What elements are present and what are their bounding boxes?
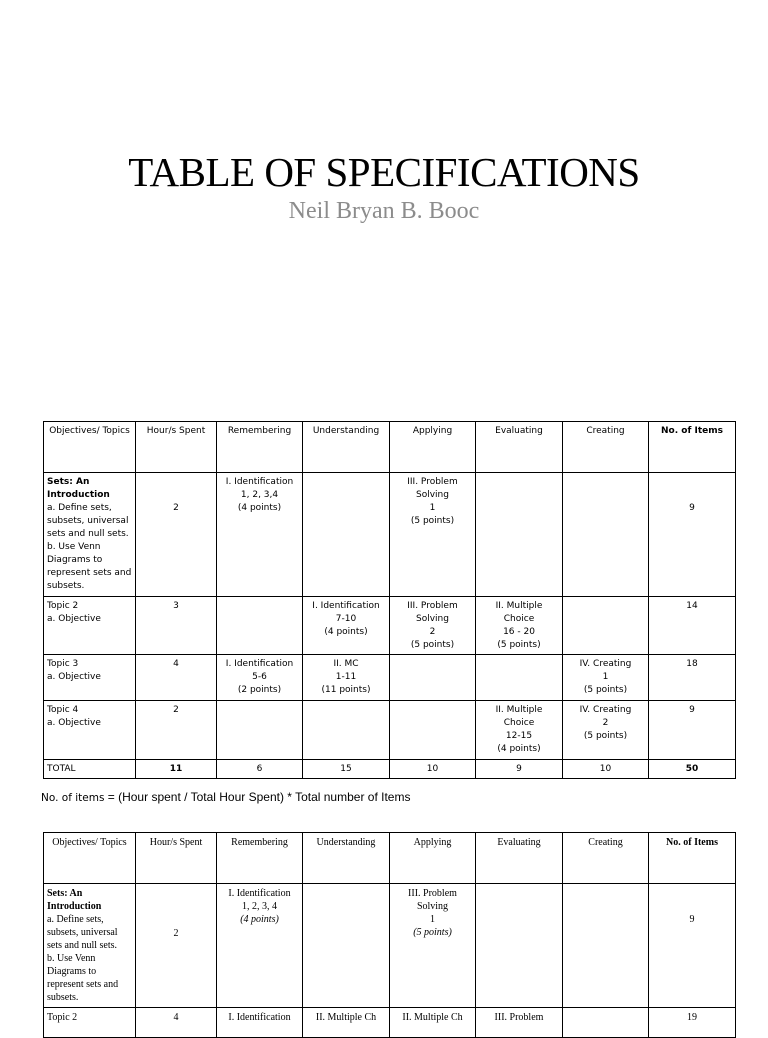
table-row	[44, 1008, 736, 1038]
applying-cell	[390, 655, 476, 701]
remembering-cell	[217, 655, 303, 701]
creating-cell	[563, 655, 649, 701]
header-applying: Applying	[390, 833, 476, 884]
cell-line: Choice	[503, 718, 535, 728]
header-understanding: Understanding	[303, 422, 390, 473]
applying-cell	[390, 884, 476, 1008]
author-name: Neil Bryan B. Booc	[288, 198, 480, 224]
cell-line: IV. Creating	[579, 659, 632, 669]
header-objectives: Objectives/ Topics	[44, 833, 136, 884]
cell-line: II. MC	[333, 659, 359, 669]
items-cell: 18	[649, 655, 736, 701]
topic-cell: Topic 2	[44, 1008, 136, 1038]
evaluating-cell	[476, 701, 563, 760]
cell-line: 1, 2, 3,4	[240, 490, 279, 500]
cell-line: (2 points)	[237, 685, 282, 695]
header-applying: Applying	[390, 422, 476, 473]
items-cell: 9	[649, 884, 736, 1008]
understanding-cell: II. Multiple Ch	[303, 1008, 390, 1038]
cell-line: (5 points)	[413, 927, 452, 938]
topic-title: Sets: An Introduction	[47, 477, 110, 500]
table-row	[44, 597, 736, 655]
cell-line: (4 points)	[497, 744, 541, 754]
creating-cell	[563, 1008, 649, 1038]
page-title: TABLE OF SPECIFICATIONS	[128, 149, 640, 195]
total-creating: 10	[563, 760, 649, 779]
cell-line: 1	[602, 672, 609, 682]
items-cell: 19	[649, 1008, 736, 1038]
objective-text: a. Define sets, subsets, universal sets and null sets.	[47, 503, 129, 539]
total-evaluating: 9	[476, 760, 563, 779]
cell-line: (5 points)	[410, 516, 455, 526]
cell-line: II. Multiple	[495, 705, 543, 715]
cell-line: (11 points)	[321, 685, 371, 695]
table-row	[44, 655, 736, 701]
cell-line: (5 points)	[410, 640, 455, 650]
formula-text: = (Hour spent / Total Hour Spent) * Total number of Items	[104, 790, 411, 804]
hours-cell: 4	[136, 1008, 217, 1038]
cell-line: 7-10	[335, 614, 357, 624]
cell-line: I. Identification	[228, 888, 291, 899]
header-remembering: Remembering	[217, 833, 303, 884]
cell-line: III. Problem	[407, 477, 458, 487]
formula-label: No. of items	[41, 792, 105, 804]
header-evaluating: Evaluating	[476, 422, 563, 473]
total-understanding: 15	[303, 760, 390, 779]
applying-cell	[390, 597, 476, 655]
table-header-row	[44, 422, 736, 473]
cell-line: III. Problem	[408, 888, 457, 899]
creating-cell	[563, 597, 649, 655]
total-hours: 11	[136, 760, 217, 779]
items-cell: 9	[649, 701, 736, 760]
topic-cell	[44, 884, 136, 1008]
hours-cell: 3	[136, 597, 217, 655]
header-hours: Hour/s Spent	[136, 833, 217, 884]
remembering-cell	[217, 473, 303, 597]
cell-line: (4 points)	[237, 503, 282, 513]
header-objectives: Objectives/ Topics	[44, 422, 136, 473]
items-cell: 14	[649, 597, 736, 655]
header-understanding: Understanding	[303, 833, 390, 884]
cell-line: 1-11	[335, 672, 357, 682]
cell-line: 12-15	[505, 731, 533, 741]
specifications-table-2	[43, 832, 736, 1038]
topic-cell	[44, 655, 136, 701]
cell-line: III. Problem	[407, 601, 458, 611]
cell-line: (5 points)	[583, 731, 628, 741]
cell-line: Choice	[503, 614, 535, 624]
total-items: 50	[649, 760, 736, 779]
evaluating-cell	[476, 884, 563, 1008]
topic-cell	[44, 597, 136, 655]
cell-line: 1, 2, 3, 4	[242, 901, 277, 912]
cell-line: II. Multiple	[495, 601, 543, 611]
table-row	[44, 701, 736, 760]
cell-line: (5 points)	[583, 685, 628, 695]
topic-title: Topic 3	[47, 659, 79, 669]
evaluating-cell	[476, 597, 563, 655]
header-hours: Hour/s Spent	[136, 422, 217, 473]
remembering-cell	[217, 597, 303, 655]
cell-line: Solving	[416, 490, 449, 500]
objective-text: a. Objective	[47, 614, 101, 624]
cell-line: Solving	[416, 614, 449, 624]
cell-line: 1	[430, 914, 435, 925]
table-row	[44, 884, 736, 1008]
header-evaluating: Evaluating	[476, 833, 563, 884]
applying-cell	[390, 701, 476, 760]
header-items: No. of Items	[649, 833, 736, 884]
cell-line: (4 points)	[324, 627, 368, 637]
applying-cell: II. Multiple Ch	[390, 1008, 476, 1038]
hours-cell: 4	[136, 655, 217, 701]
cell-line: I. Identification	[225, 477, 294, 487]
objective-text: a. Objective	[47, 672, 101, 682]
cell-line: 5-6	[252, 672, 267, 682]
objective-text: a. Objective	[47, 718, 101, 728]
remembering-cell	[217, 884, 303, 1008]
cell-line: 2	[602, 718, 609, 728]
objective-text: b. Use Venn Diagrams to represent sets and subsets.	[47, 953, 119, 1003]
cell-line: (5 points)	[497, 640, 541, 650]
items-formula	[41, 790, 410, 804]
items-cell: 9	[649, 473, 736, 597]
creating-cell	[563, 884, 649, 1008]
creating-cell	[563, 701, 649, 760]
applying-cell	[390, 473, 476, 597]
hours-cell: 2	[136, 701, 217, 760]
table-row	[44, 473, 736, 597]
remembering-cell: I. Identification	[217, 1008, 303, 1038]
understanding-cell	[303, 655, 390, 701]
cell-line: Solving	[416, 901, 449, 912]
total-remembering: 6	[217, 760, 303, 779]
cell-line: IV. Creating	[579, 705, 632, 715]
understanding-cell	[303, 597, 390, 655]
topic-cell	[44, 701, 136, 760]
topic-title: Sets: An Introduction	[47, 888, 102, 912]
creating-cell	[563, 473, 649, 597]
total-applying: 10	[390, 760, 476, 779]
understanding-cell	[303, 884, 390, 1008]
total-label: TOTAL	[44, 760, 136, 779]
table-header-row	[44, 833, 736, 884]
cell-line: 2	[429, 627, 436, 637]
header-remembering: Remembering	[217, 422, 303, 473]
cell-line: 16 - 20	[503, 627, 535, 637]
cell-line: 1	[429, 503, 436, 513]
header-items: No. of Items	[649, 422, 736, 473]
topic-title: Topic 4	[47, 705, 79, 715]
topic-cell	[44, 473, 136, 597]
cell-line: (4 points)	[240, 914, 279, 925]
objective-text: b. Use Venn Diagrams to represent sets and subsets.	[47, 542, 132, 591]
evaluating-cell	[476, 473, 563, 597]
specifications-table-1	[43, 421, 736, 779]
hours-cell: 2	[136, 473, 217, 597]
hours-cell: 2	[136, 884, 217, 1008]
header-creating: Creating	[563, 422, 649, 473]
cell-line: I. Identification	[225, 659, 294, 669]
topic-title: Topic 2	[47, 601, 79, 611]
header-creating: Creating	[563, 833, 649, 884]
understanding-cell	[303, 701, 390, 760]
total-row	[44, 760, 736, 779]
evaluating-cell: III. Problem	[476, 1008, 563, 1038]
remembering-cell	[217, 701, 303, 760]
understanding-cell	[303, 473, 390, 597]
evaluating-cell	[476, 655, 563, 701]
objective-text: a. Define sets, subsets, universal sets and null sets.	[47, 914, 118, 951]
cell-line: I. Identification	[312, 601, 380, 611]
